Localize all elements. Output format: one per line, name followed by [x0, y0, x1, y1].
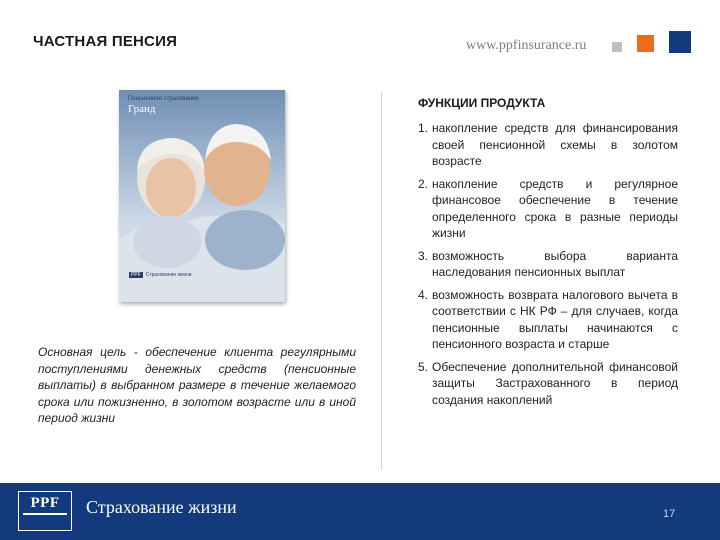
website-url[interactable]: www.ppfinsurance.ru — [466, 38, 587, 53]
brochure-logo-badge: PPF — [131, 272, 141, 278]
goal-text: Основная цель - обеспечение клиента регулярными поступлениями денежных средств (пенсионные выплаты) в выбранном размере в течение желаемого срока или пожизненно, в золотом возрасте или в иной период жизни — [38, 345, 356, 425]
list-item: 2. накопление средств и регулярное финансовое обеспечение в течение определенного срока в разные периоды жизни — [418, 176, 678, 240]
brochure-title: Гранд — [128, 103, 156, 115]
functions-section — [418, 96, 678, 414]
footer-bar — [0, 483, 720, 540]
footer-tagline: Страхование жизни — [86, 497, 237, 517]
accent-square-orange — [637, 35, 654, 52]
accent-square-navy — [669, 31, 691, 53]
brochure-image — [119, 90, 285, 302]
accent-square-gray — [612, 42, 622, 52]
list-item: 1. накопление средств для финансирования своей пенсионной схемы в золотом возрасте — [418, 121, 678, 168]
brochure-subtitle: Пенсионное страхование — [128, 96, 199, 102]
functions-title: ФУНКЦИИ ПРОДУКТА — [418, 96, 546, 110]
functions-list — [418, 120, 678, 408]
elderly-couple-photo-icon — [119, 90, 285, 302]
page-title: ЧАСТНАЯ ПЕНСИЯ — [33, 33, 178, 50]
list-item: 4. возможность возврата налогового вычета в соответствии с НК РФ – для случаев, когда пенсионные выплаты начинаются с пенсионного возраста и старше — [418, 287, 678, 351]
ppf-logo: PPF — [18, 491, 72, 531]
list-item: 3. возможность выбора варианта наследования пенсионных выплат — [418, 248, 678, 279]
brochure-logo-text: Страхование жизни — [145, 272, 192, 278]
column-divider — [381, 92, 382, 470]
list-item: 5. Обеспечение дополнительной финансовой защиты Застрахованного в период создания накоплений — [418, 359, 678, 407]
page-number: 17 — [663, 508, 676, 520]
brochure-logo — [129, 272, 192, 278]
